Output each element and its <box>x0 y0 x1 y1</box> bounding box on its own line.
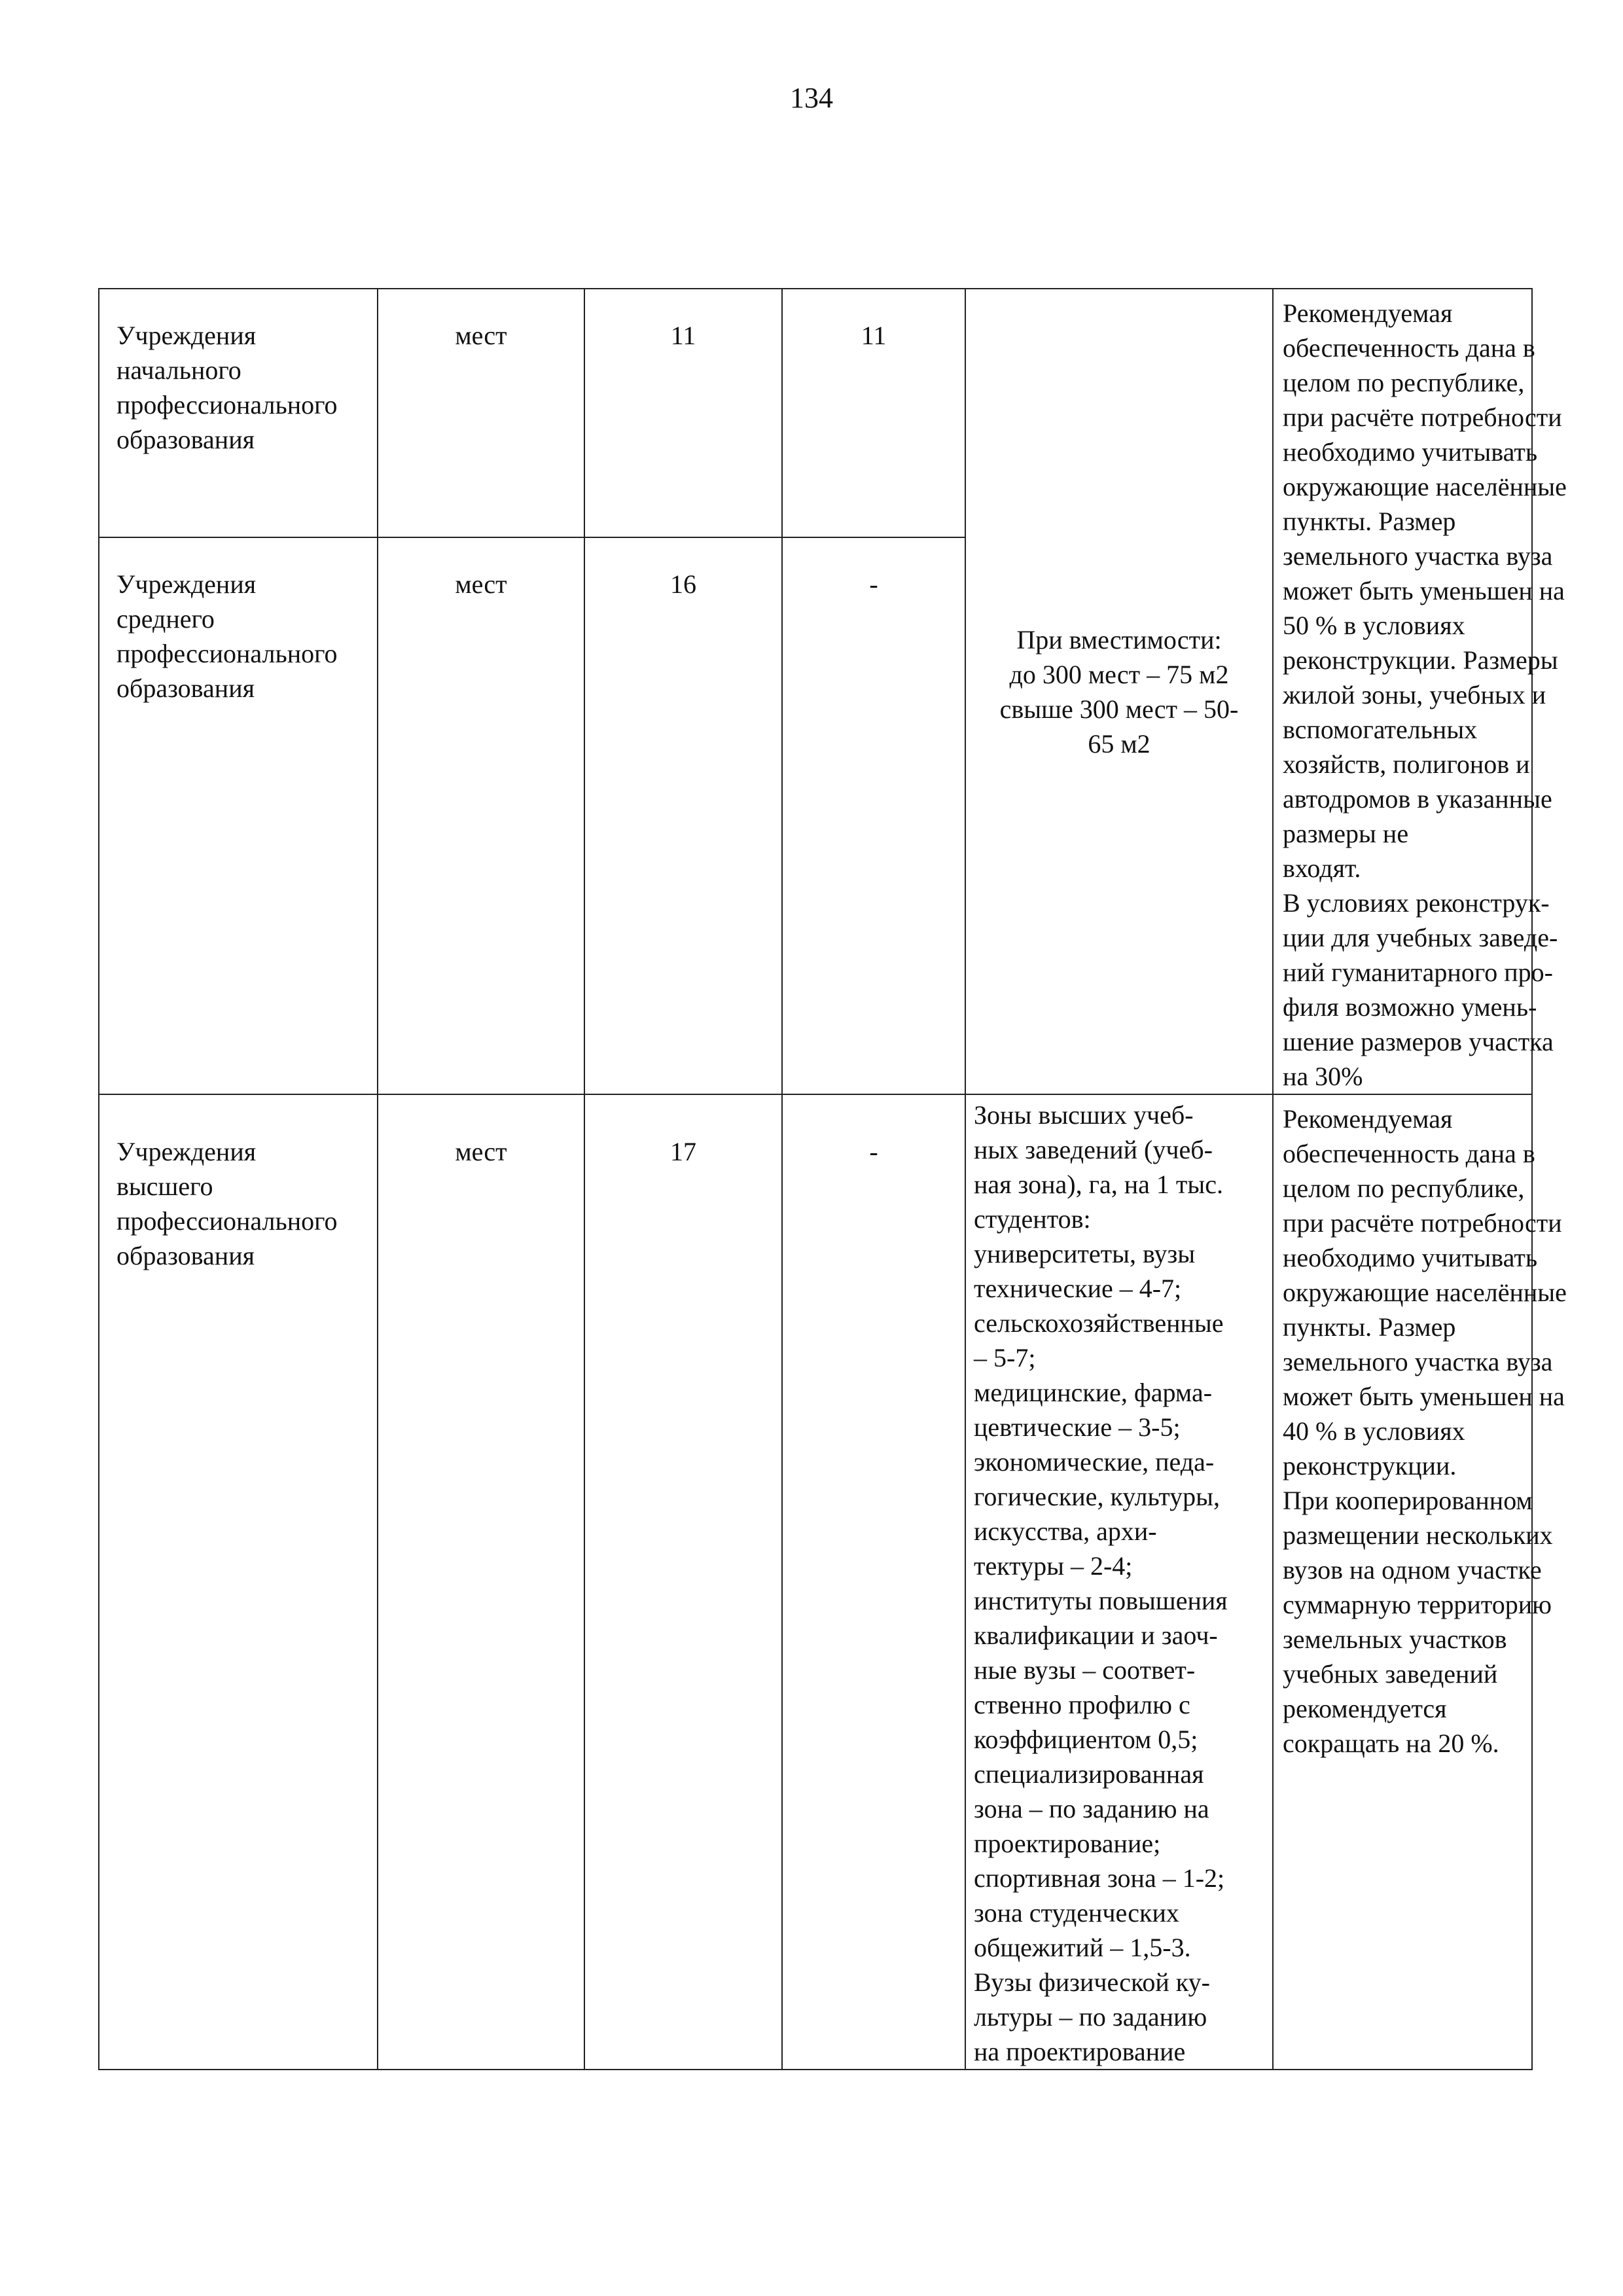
name-line: образования <box>116 425 255 454</box>
area-line: технические – 4-7; <box>974 1274 1182 1303</box>
note-line: шение размеров участка <box>1283 1027 1554 1056</box>
note-line: В условиях реконструк- <box>1283 888 1550 918</box>
area-line: льтуры – по заданию <box>974 2002 1207 2032</box>
note-line: жилой зоны, учебных и <box>1283 680 1546 709</box>
area-line: ственно профилю с <box>974 1690 1190 1719</box>
area-line: квалификации и заоч- <box>974 1621 1218 1650</box>
unit-cell: мест <box>378 1094 584 2070</box>
note-line: пункты. Размер <box>1283 507 1456 536</box>
area-line: ных заведений (учеб- <box>974 1135 1213 1164</box>
area-line: общежитий – 1,5-3. <box>974 1933 1191 1962</box>
note-line: окружающие населённые <box>1283 1278 1567 1307</box>
note-line: вузов на одном участке <box>1283 1555 1542 1585</box>
note-line: целом по республике, <box>1283 1174 1525 1203</box>
value-a-cell: 16 <box>584 537 782 1094</box>
note-line: целом по республике, <box>1283 368 1525 397</box>
note-line: ции для учебных заведе- <box>1283 923 1558 952</box>
name-line: Учреждения <box>116 321 257 350</box>
note-line: на 30% <box>1283 1062 1363 1091</box>
area-line: на проектирование <box>974 2037 1186 2066</box>
institution-name-cell <box>99 289 378 537</box>
note-line: хозяйств, полигонов и <box>1283 749 1530 779</box>
norms-table <box>98 288 1567 2070</box>
name-line: образования <box>116 1241 255 1270</box>
note-line: 50 % в условиях <box>1283 611 1465 640</box>
value-b-cell: - <box>782 1094 965 2070</box>
value-b-cell: 11 <box>782 289 965 537</box>
area-line: – 5-7; <box>974 1343 1036 1372</box>
unit-cell: мест <box>378 537 584 1094</box>
area-line: зона – по заданию на <box>974 1794 1209 1823</box>
land-area-cell <box>965 289 1273 1094</box>
area-line: сельскохозяйственные <box>974 1308 1224 1338</box>
institution-name-cell <box>99 537 378 1094</box>
institution-name-cell <box>99 1094 378 2070</box>
area-line: проектирование; <box>974 1829 1161 1858</box>
area-line: тектуры – 2-4; <box>974 1551 1133 1581</box>
name-line: начального <box>116 355 241 385</box>
note-line: филя возможно умень- <box>1283 992 1537 1022</box>
note-line: при расчёте потребности <box>1283 1208 1562 1238</box>
note-line: обеспеченность дана в <box>1283 333 1535 363</box>
note-line: размеры не <box>1283 819 1409 848</box>
note-line: земельного участка вуза <box>1283 1347 1553 1376</box>
note-line: размещении нескольких <box>1283 1520 1553 1550</box>
name-line: профессионального <box>116 639 338 669</box>
note-line: земельного участка вуза <box>1283 541 1553 571</box>
name-line: образования <box>116 673 255 704</box>
area-line: коэффициентом 0,5; <box>974 1725 1198 1754</box>
note-line: суммарную территорию <box>1283 1590 1552 1619</box>
note-line: реконструкции. Размеры <box>1283 645 1558 675</box>
note-line: ний гуманитарного про- <box>1283 958 1553 987</box>
page-number: 134 <box>790 82 833 114</box>
note-line: При кооперированном <box>1283 1486 1533 1515</box>
note-line: при расчёте потребности <box>1283 403 1562 432</box>
area-line: ные вузы – соответ- <box>974 1655 1196 1685</box>
note-line: окружающие населённые <box>1283 472 1567 501</box>
area-line: студентов: <box>974 1204 1091 1234</box>
note-cell <box>1273 289 1567 1094</box>
note-line: рекомендуется <box>1283 1694 1447 1723</box>
note-line: 40 % в условиях <box>1283 1416 1465 1446</box>
name-line: высшего <box>116 1172 213 1201</box>
area-line: свыше 300 мест – 50- <box>999 694 1239 724</box>
area-line: искусства, архи- <box>974 1516 1157 1546</box>
note-line: может быть уменьшен на <box>1283 1382 1565 1411</box>
area-line: экономические, педа- <box>974 1447 1215 1477</box>
area-line: гогические, культуры, <box>974 1482 1221 1511</box>
value-a-cell: 17 <box>584 1094 782 2070</box>
area-line: специализированная <box>974 1759 1204 1789</box>
note-line: Рекомендуемая <box>1283 1104 1453 1134</box>
area-line: 65 м2 <box>1088 728 1150 759</box>
value-b-cell: - <box>782 537 965 1094</box>
note-line: необходимо учитывать <box>1283 437 1538 467</box>
area-line: спортивная зона – 1-2; <box>974 1863 1225 1893</box>
note-line: земельных участков <box>1283 1624 1507 1654</box>
area-line: При вместимости: <box>1016 624 1222 655</box>
area-line: Зоны высших учеб- <box>974 1100 1194 1130</box>
area-line: университеты, вузы <box>974 1239 1196 1268</box>
note-line: автодромов в указанные <box>1283 784 1552 814</box>
name-line: Учреждения <box>116 1137 257 1166</box>
area-line: медицинские, фарма- <box>974 1378 1213 1407</box>
value-a-cell: 11 <box>584 289 782 537</box>
area-line: зона студенческих <box>974 1898 1179 1928</box>
note-line: вспомогательных <box>1283 715 1478 744</box>
note-line: учебных заведений <box>1283 1659 1498 1689</box>
note-line: обеспеченность дана в <box>1283 1139 1535 1168</box>
note-line: может быть уменьшен на <box>1283 576 1565 605</box>
note-line: входят. <box>1283 853 1361 883</box>
note-line: необходимо учитывать <box>1283 1243 1538 1272</box>
land-area-cell <box>965 1094 1273 2070</box>
area-line: институты повышения <box>974 1586 1228 1615</box>
note-line: реконструкции. <box>1283 1451 1457 1480</box>
area-line: до 300 мест – 75 м2 <box>1009 659 1229 689</box>
table-row <box>99 1094 1532 2070</box>
note-cell <box>1273 1094 1567 2070</box>
name-line: профессионального <box>116 390 338 420</box>
name-line: профессионального <box>116 1206 338 1236</box>
area-line: ная зона), га, на 1 тыс. <box>974 1170 1224 1199</box>
name-line: среднего <box>116 604 215 634</box>
area-line: Вузы физической ку- <box>974 1967 1210 1997</box>
note-line: Рекомендуемая <box>1283 298 1453 328</box>
table-row <box>99 289 1532 537</box>
note-line: пункты. Размер <box>1283 1312 1456 1342</box>
unit-cell: мест <box>378 289 584 537</box>
name-line: Учреждения <box>116 569 257 600</box>
note-line: сокращать на 20 %. <box>1283 1729 1499 1758</box>
area-line: цевтические – 3-5; <box>974 1412 1181 1442</box>
